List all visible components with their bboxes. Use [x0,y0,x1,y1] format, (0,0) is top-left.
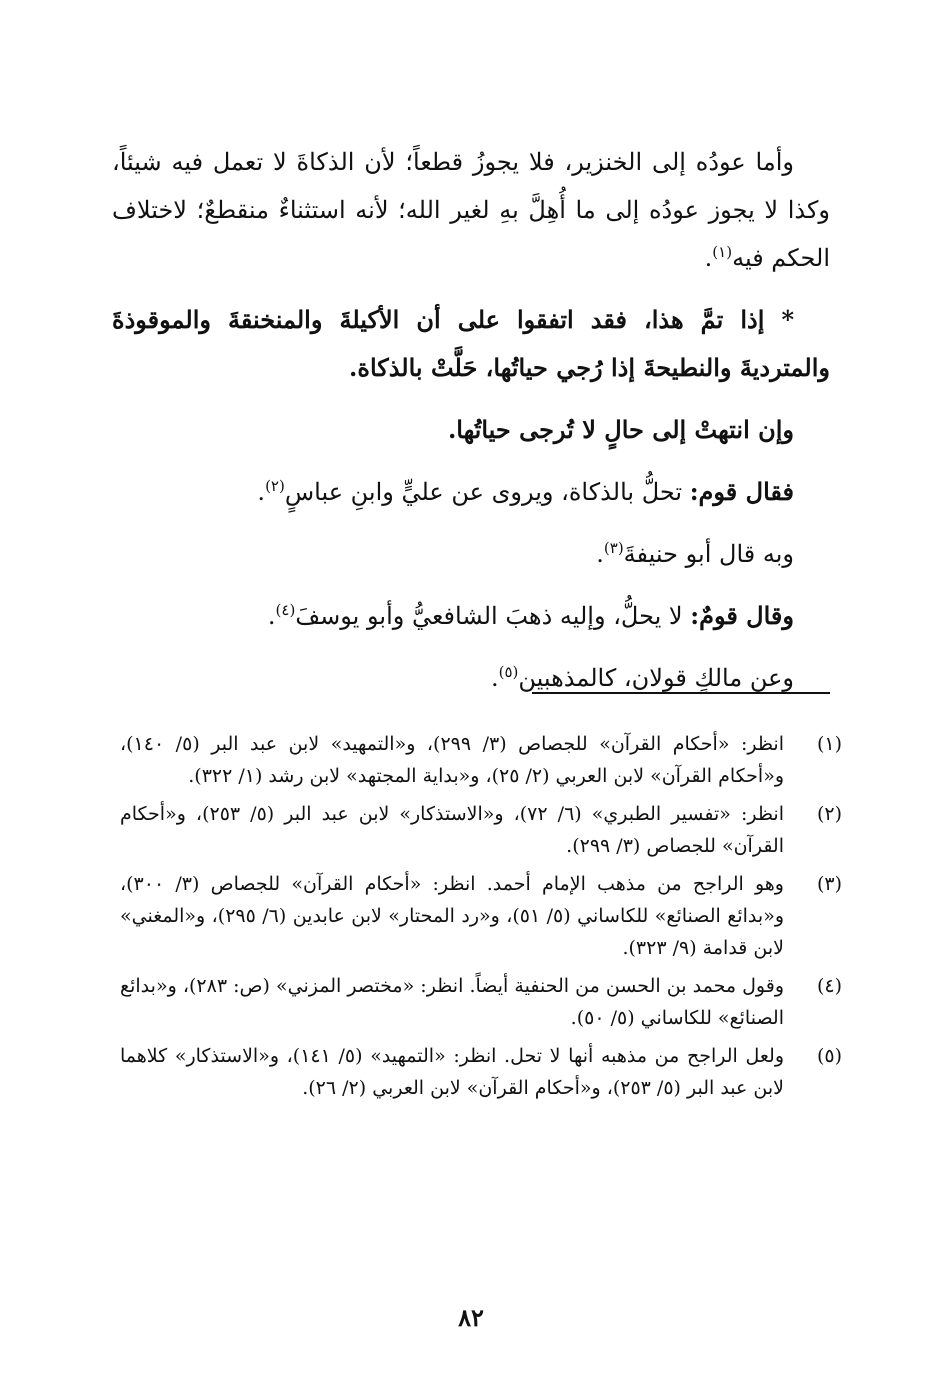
footnote-3 [120,868,842,964]
paragraph-4-text: تحلُّ بالذكاة، ويروى عن عليٍّ وابنِ عباسٍ [284,478,690,506]
footnote-4 [120,970,842,1034]
footnote-text: ولعل الراجح من مذهبه أنها لا تحل. انظر: «التمهيد» (٥/ ١٤١)، و«الاستذكار» كلاهما لابن عبد البر (٥/ ٢٥٣)، و«أحكام القرآن» لابن العربي (٢/ ٢٦). [120,1045,784,1099]
footnote-text: انظر: «أحكام القرآن» للجصاص (٣/ ٢٩٩)، و«التمهيد» لابن عبد البر (٥/ ١٤٠)، و«أحكام القرآن» لابن العربي (٢/ ٢٥)، و«بداية المجتهد» لابن رشد (١/ ٣٢٢). [120,733,784,787]
paragraph-7-end: . [490,664,499,692]
paragraph-5-end: . [596,540,604,568]
paragraph-5-text: وبه قال أبو حنيفةَ [623,540,794,568]
page-number: ٨٢ [458,1303,484,1332]
paragraph-6-text: لا يحلُّ، وإليه ذهبَ الشافعيُّ وأبو يوسفَ [295,602,691,630]
paragraph-4-end: . [257,478,266,506]
paragraph-6-lead: وقال قومٌ: [690,601,794,630]
paragraph-1 [112,138,830,282]
paragraph-4-lead: فقال قوم: [689,477,794,506]
footnote-ref-3: (٣) [603,539,624,557]
paragraph-7-text: وعن مالكٍ قولان، كالمذهبين [518,664,794,692]
paragraph-1-end: . [704,244,713,272]
footnote-number: (٥) [816,1045,842,1067]
footnote-ref-4: (٤) [275,601,296,619]
main-text [112,138,830,702]
paragraph-6 [112,592,830,640]
paragraph-1-text: وأما عودُه إلى الخنزير، فلا يجوزُ قطعاً؛ لأن الذكاةَ لا تعمل فيه شيئاً، وكذا لا يجوز عودُه إلى ما أُهِلَّ بهِ لغير الله؛ لأنه استثناءٌ منقطعٌ؛ لاختلاف الحكم فيه [112,148,830,272]
footnote-ref-5: (٥) [498,663,519,681]
footnote-number: (٢) [816,803,842,825]
footnote-ref-2: (٢) [265,477,285,495]
footnote-separator [532,692,830,694]
paragraph-3: وإن انتهتْ إلى حالٍ لا تُرجى حياتُها. [447,415,794,444]
footnote-number: (٣) [816,873,842,895]
paragraph-4 [112,468,830,516]
footnote-text: وهو الراجح من مذهب الإمام أحمد. انظر: «أحكام القرآن» للجصاص (٣/ ٣٠٠)، و«بدائع الصنائع» للكاساني (٥/ ٥١)، و«رد المحتار» لابن عابدين (٦/ ٢٩٥)، و«المغني» لابن قدامة (٩/ ٣٢٣). [120,873,784,959]
footnotes [120,728,842,1110]
footnote-1 [120,728,842,792]
footnote-text: وقول محمد بن الحسن من الحنفية أيضاً. انظر: «مختصر المزني» (ص: ٢٨٣)، و«بدائع الصنائع» للكاساني (٥/ ٥٠). [120,975,785,1029]
paragraph-2: * إذا تمَّ هذا، فقد اتفقوا على أن الأكيلةَ والمنخنقةَ والموقوذةَ والمترديةَ والنطيحةَ إذا رُجي حياتُها، حَلَّتْ بالذكاة. [112,305,830,382]
footnote-number: (٤) [816,975,842,997]
paragraph-5 [112,530,830,578]
footnote-2 [120,798,842,862]
footnote-text: انظر: «تفسير الطبري» (٦/ ٧٢)، و«الاستذكار» لابن عبد البر (٥/ ٢٥٣)، و«أحكام القرآن» للجصاص (٣/ ٢٩٩). [120,803,784,857]
footnote-ref-1: (١) [712,243,733,261]
paragraph-7 [112,654,830,702]
footnote-5 [120,1040,842,1104]
paragraph-6-end: . [267,602,276,630]
footnote-number: (١) [816,733,842,755]
